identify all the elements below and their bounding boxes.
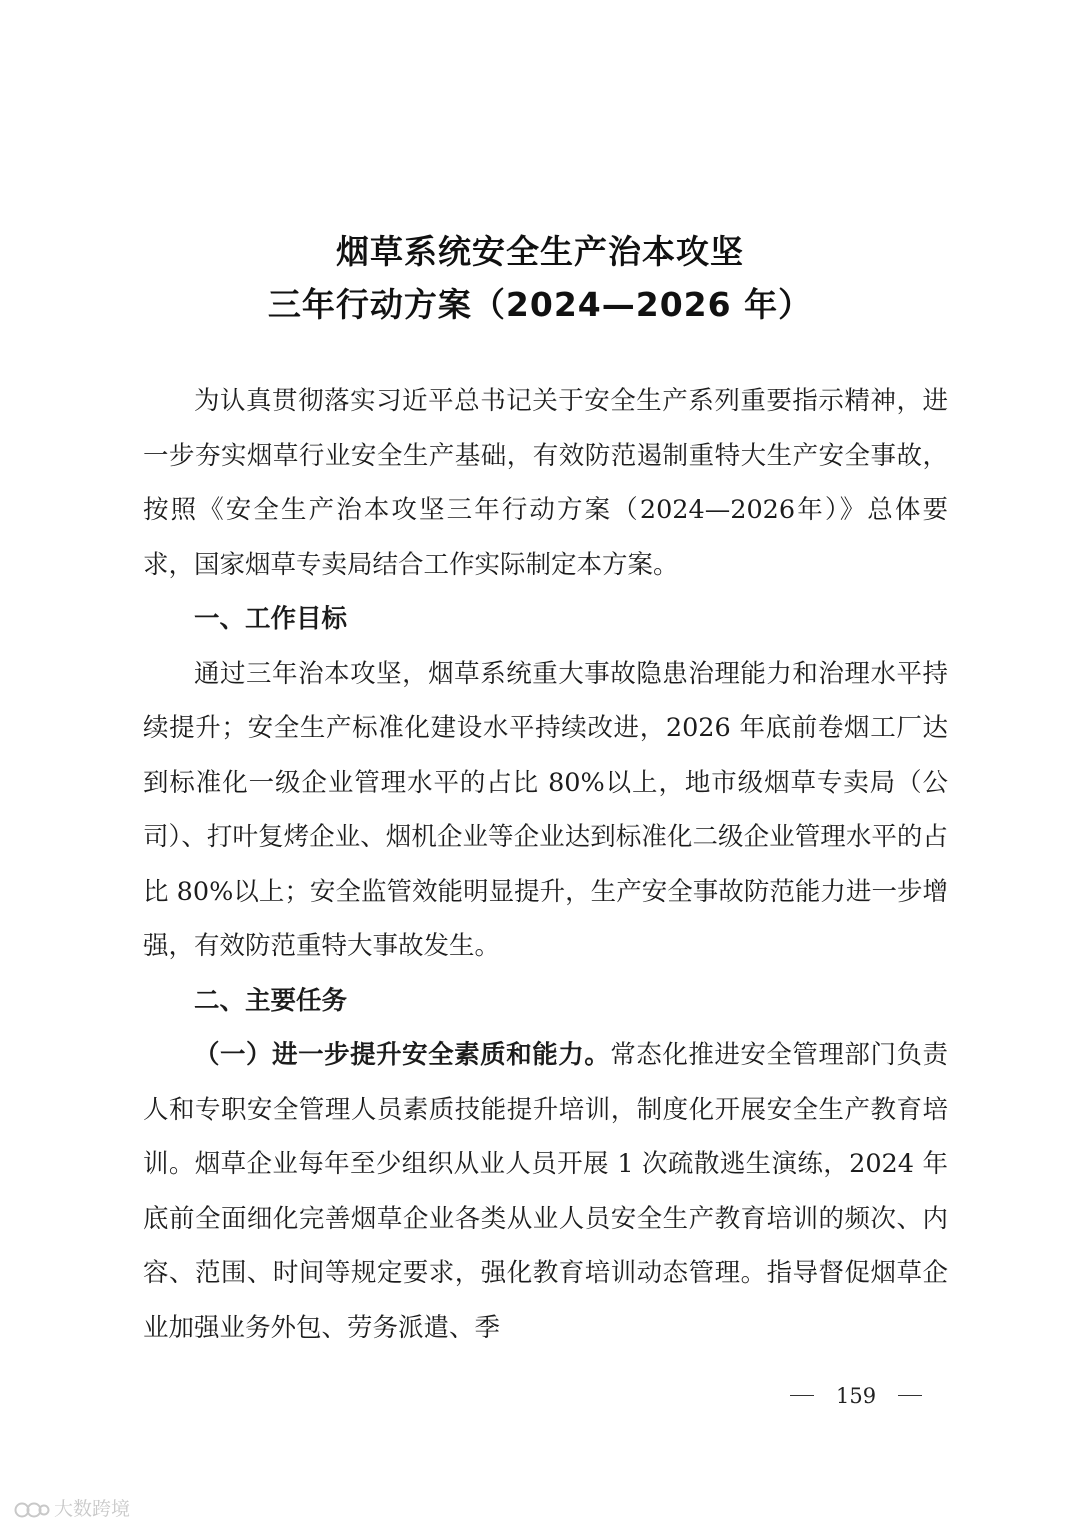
task1-lead: （一）进一步提升安全素质和能力。 (194, 1040, 611, 1070)
document-title-line1: 烟草系统安全生产治本攻坚 (336, 232, 744, 271)
document-body (143, 374, 948, 1355)
page-number: 159 (836, 1383, 877, 1408)
intro-paragraph: 为认真贯彻落实习近平总书记关于安全生产系列重要指示精神，进一步夯实烟草行业安全生产基础，有效防范遏制重特大生产安全事故，按照《安全生产治本攻坚三年行动方案（2024—2026年）》总体要求，国家烟草专卖局结合工作实际制定本方案。 (143, 386, 948, 580)
section2-heading: 二、主要任务 (194, 985, 348, 1016)
watermark-logo-icon (14, 1500, 50, 1520)
watermark (14, 1494, 130, 1521)
task1-text: 常态化推进安全管理部门负责人和专职安全管理人员素质技能提升培训，制度化开展安全生产教育培训。烟草企业每年至少组织从业人员开展 1 次疏散逃生演练，2024 年底前全面细化完善烟草企业各类从业人员安全生产教育培训的频次、内容、范围、时间等规定要求，强化教育培训动态管理。指导督促烟草企业加强业务外包、劳务派遣、季 (143, 1040, 948, 1343)
section1-heading: 一、工作目标 (194, 604, 348, 634)
section1-paragraph: 通过三年治本攻坚，烟草系统重大事故隐患治理能力和治理水平持续提升；安全生产标准化建设水平持续改进，2026 年底前卷烟工厂达到标准化一级企业管理水平的占比 80%以上，地市级烟草专卖局（公司）、打叶复烤企业、烟机企业等企业达到标准化二级企业管理水平的占比 80%以上；安全监管效能明显提升，生产安全事故防范能力进一步增强，有效防范重特大事故发生。 (143, 658, 948, 961)
task1-paragraph (143, 1028, 948, 1355)
page-number-footer (790, 1382, 930, 1408)
watermark-text: 大数跨境 (54, 1498, 131, 1520)
page-number-dash-left (790, 1395, 814, 1396)
document-title-line2: 三年行动方案（2024—2026 年） (267, 285, 813, 324)
page-number-dash-right (898, 1395, 922, 1396)
